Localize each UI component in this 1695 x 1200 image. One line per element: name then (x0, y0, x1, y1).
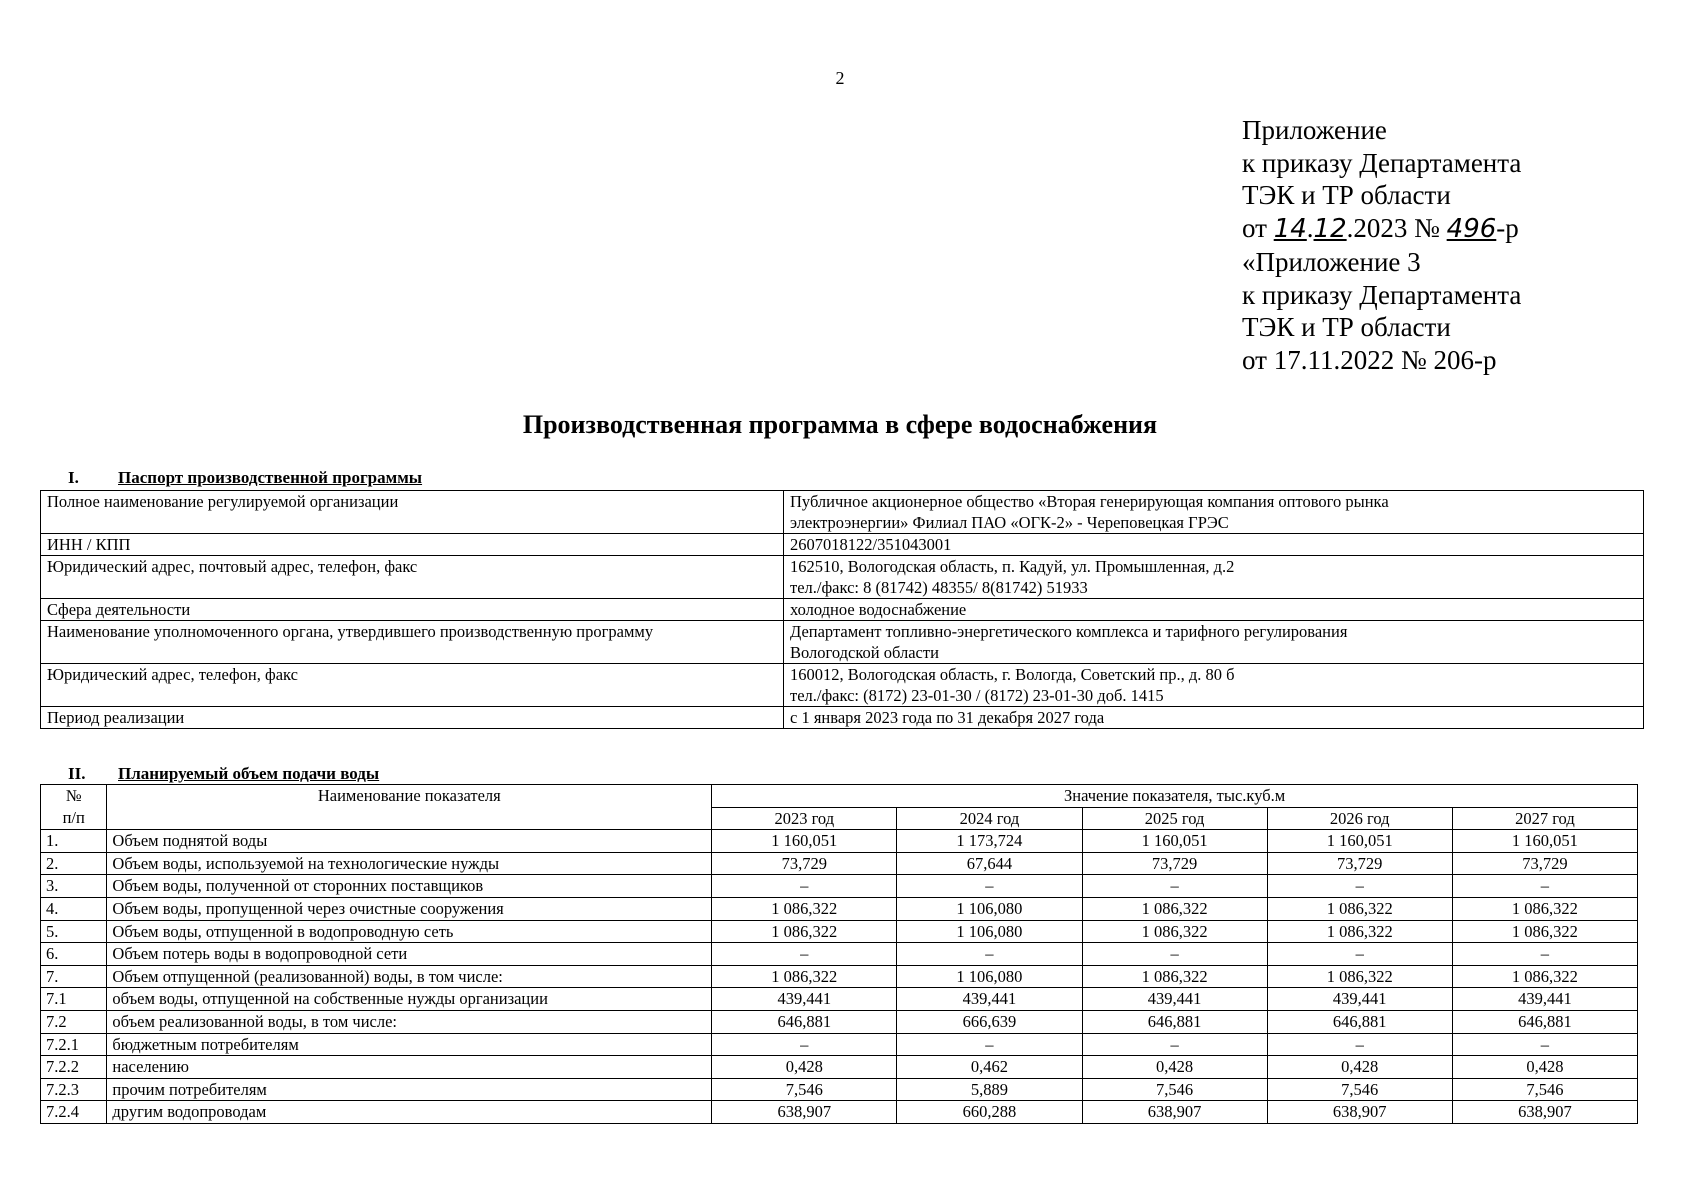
row-value: 439,441 (1452, 988, 1637, 1011)
row-value: 439,441 (1267, 988, 1452, 1011)
row-value: 638,907 (1267, 1101, 1452, 1124)
passport-value-line: холодное водоснабжение (790, 600, 967, 619)
row-value: 1 160,051 (712, 830, 897, 853)
table-row (41, 852, 1638, 875)
header-group: Значение показателя, тыс.куб.м (712, 785, 1638, 808)
page-number: 2 (835, 68, 845, 88)
row-value: 73,729 (1267, 852, 1452, 875)
row-value: 646,881 (1452, 1010, 1637, 1033)
row-value: 0,428 (1452, 1056, 1637, 1079)
row-value: 0,428 (1082, 1056, 1267, 1079)
passport-label: ИНН / КПП (41, 534, 784, 556)
row-value: – (1267, 875, 1452, 898)
row-value: 1 086,322 (712, 965, 897, 988)
row-value: 0,462 (897, 1056, 1082, 1079)
row-value: 646,881 (1082, 1010, 1267, 1033)
row-value: – (712, 943, 897, 966)
table-row (41, 1078, 1638, 1101)
row-value: 5,889 (897, 1078, 1082, 1101)
row-value: 1 106,080 (897, 965, 1082, 988)
passport-value-line: 2607018122/351043001 (790, 535, 952, 554)
row-name: Объем воды, пропущенной через очистные сооружения (107, 897, 712, 920)
row-value: 1 086,322 (712, 897, 897, 920)
passport-value-line: электроэнергии» Филиал ПАО «ОГК-2» - Череповецкая ГРЭС (790, 513, 1229, 532)
row-name: объем реализованной воды, в том числе: (107, 1010, 712, 1033)
row-value: 439,441 (712, 988, 897, 1011)
row-value: – (1082, 1033, 1267, 1056)
passport-value-line: 162510, Вологодская область, п. Кадуй, ул. Промышленная, д.2 (790, 557, 1235, 576)
table-row (41, 599, 1644, 621)
row-value: 7,546 (712, 1078, 897, 1101)
table-row (41, 943, 1638, 966)
table-row (41, 988, 1638, 1011)
table-row (41, 534, 1644, 556)
section2-number: II. (68, 764, 86, 783)
row-value: 1 086,322 (1267, 897, 1452, 920)
row-number: 7.2 (41, 1010, 107, 1033)
appendix-block (1242, 114, 1521, 377)
row-value: 1 160,051 (1452, 830, 1637, 853)
row-value: 439,441 (897, 988, 1082, 1011)
passport-value-line: Департамент топливно-энергетического комплекса и тарифного регулирования (790, 622, 1348, 641)
passport-value-line: Вологодской области (790, 643, 939, 662)
row-value: 1 086,322 (1267, 920, 1452, 943)
row-value: 1 086,322 (1082, 965, 1267, 988)
row-value: 67,644 (897, 852, 1082, 875)
table-row (41, 1010, 1638, 1033)
row-value: – (712, 875, 897, 898)
row-name: Объем воды, используемой на технологические нужды (107, 852, 712, 875)
row-value: 73,729 (1452, 852, 1637, 875)
table-row (41, 491, 1644, 534)
header-num (41, 785, 107, 830)
row-value: 73,729 (712, 852, 897, 875)
appendix-line: Приложение (1242, 115, 1387, 145)
header-num-line2: п/п (62, 807, 85, 827)
row-name: Объем воды, полученной от сторонних поставщиков (107, 875, 712, 898)
table-row (41, 965, 1638, 988)
table-header-row (41, 785, 1638, 808)
passport-label: Юридический адрес, телефон, факс (41, 664, 784, 707)
table-row (41, 621, 1644, 664)
row-value: – (1452, 875, 1637, 898)
row-value: 638,907 (1452, 1101, 1637, 1124)
row-value: 1 106,080 (897, 920, 1082, 943)
appendix-date-line (1242, 212, 1521, 246)
row-value: 660,288 (897, 1101, 1082, 1124)
row-name: объем воды, отпущенной на собственные нужды организации (107, 988, 712, 1011)
section1-title: Паспорт производственной программы (118, 468, 423, 487)
row-value: – (1452, 1033, 1637, 1056)
row-value: 1 086,322 (1082, 920, 1267, 943)
row-value: – (712, 1033, 897, 1056)
row-value: 7,546 (1082, 1078, 1267, 1101)
table-row (41, 556, 1644, 599)
row-value: 1 086,322 (1267, 965, 1452, 988)
row-value: 1 173,724 (897, 830, 1082, 853)
passport-value (784, 707, 1644, 729)
order-number-handwritten: 496 (1446, 214, 1497, 245)
passport-value (784, 534, 1644, 556)
row-number: 1. (41, 830, 107, 853)
passport-value-line: тел./факс: 8 (81742) 48355/ 8(81742) 51933 (790, 578, 1088, 597)
row-number: 5. (41, 920, 107, 943)
row-value: 1 086,322 (712, 920, 897, 943)
header-year: 2026 год (1267, 807, 1452, 830)
section2-heading (68, 764, 379, 784)
row-value: 1 086,322 (1452, 897, 1637, 920)
passport-value (784, 664, 1644, 707)
row-value: 638,907 (1082, 1101, 1267, 1124)
header-year: 2023 год (712, 807, 897, 830)
table-row (41, 1033, 1638, 1056)
passport-label: Сфера деятельности (41, 599, 784, 621)
appendix-line: «Приложение 3 (1242, 246, 1421, 277)
table-row (41, 1056, 1638, 1079)
row-value: 1 106,080 (897, 897, 1082, 920)
passport-label: Юридический адрес, почтовый адрес, телефон, факс (41, 556, 784, 599)
row-name: Объем воды, отпущенной в водопроводную сеть (107, 920, 712, 943)
row-value: – (897, 1033, 1082, 1056)
row-name: Объем потерь воды в водопроводной сети (107, 943, 712, 966)
row-number: 7. (41, 965, 107, 988)
order-suffix: -р (1496, 213, 1519, 244)
row-number: 7.1 (41, 988, 107, 1011)
row-value: 439,441 (1082, 988, 1267, 1011)
appendix-line: от 17.11.2022 № 206-р (1242, 344, 1497, 375)
row-value: 638,907 (712, 1101, 897, 1124)
row-value: 1 086,322 (1452, 965, 1637, 988)
row-value: 646,881 (712, 1010, 897, 1033)
row-number: 6. (41, 943, 107, 966)
date-month-handwritten: 12 (1313, 214, 1347, 245)
header-year: 2025 год (1082, 807, 1267, 830)
row-value: – (1082, 875, 1267, 898)
table-row (41, 897, 1638, 920)
row-value: 7,546 (1267, 1078, 1452, 1101)
row-value: 1 160,051 (1267, 830, 1452, 853)
water-volume-table (40, 784, 1638, 1124)
row-value: 646,881 (1267, 1010, 1452, 1033)
section1-heading (68, 468, 422, 488)
row-value: 0,428 (1267, 1056, 1452, 1079)
passport-value (784, 599, 1644, 621)
passport-label: Полное наименование регулируемой организации (41, 491, 784, 534)
appendix-line: к приказу Департамента (1242, 147, 1522, 178)
row-value: 1 086,322 (1452, 920, 1637, 943)
row-value: – (1267, 943, 1452, 966)
table-row (41, 707, 1644, 729)
row-name: прочим потребителям (107, 1078, 712, 1101)
row-name: населению (107, 1056, 712, 1079)
row-value: – (897, 943, 1082, 966)
row-name: бюджетным потребителям (107, 1033, 712, 1056)
table-row (41, 1101, 1638, 1124)
row-value: 1 160,051 (1082, 830, 1267, 853)
appendix-line: к приказу Департамента (1242, 279, 1522, 310)
date-dot: . (1306, 213, 1314, 244)
table-row (41, 830, 1638, 853)
row-number: 3. (41, 875, 107, 898)
row-value: 0,428 (712, 1056, 897, 1079)
header-year: 2027 год (1452, 807, 1637, 830)
row-value: 666,639 (897, 1010, 1082, 1033)
row-value: 7,546 (1452, 1078, 1637, 1101)
document-title: Производственная программа в сфере водоснабжения (522, 410, 1158, 439)
row-number: 7.2.1 (41, 1033, 107, 1056)
appendix-line: ТЭК и ТР области (1242, 180, 1451, 211)
passport-value (784, 491, 1644, 534)
header-year: 2024 год (897, 807, 1082, 830)
row-value: – (1267, 1033, 1452, 1056)
row-name: Объем поднятой воды (107, 830, 712, 853)
header-name: Наименование показателя (107, 785, 712, 830)
passport-label: Наименование уполномоченного органа, утвердившего производственную программу (41, 621, 784, 664)
row-value: – (1452, 943, 1637, 966)
row-number: 7.2.4 (41, 1101, 107, 1124)
passport-value-line: Публичное акционерное общество «Вторая генерирующая компания оптового рынка (790, 492, 1389, 511)
header-num-line1: № (65, 786, 82, 805)
date-prefix: от (1242, 213, 1274, 244)
row-name: Объем отпущенной (реализованной) воды, в том числе: (107, 965, 712, 988)
section1-number: I. (68, 468, 79, 487)
passport-value (784, 621, 1644, 664)
row-number: 2. (41, 852, 107, 875)
passport-value-line: с 1 января 2023 года по 31 декабря 2027 года (790, 708, 1105, 727)
passport-value-line: 160012, Вологодская область, г. Вологда, Советский пр., д. 80 б (790, 665, 1235, 684)
section2-title: Планируемый объем подачи воды (118, 764, 380, 783)
row-number: 7.2.2 (41, 1056, 107, 1079)
row-value: – (1082, 943, 1267, 966)
table-row (41, 875, 1638, 898)
row-value: 1 086,322 (1082, 897, 1267, 920)
passport-label: Период реализации (41, 707, 784, 729)
passport-value (784, 556, 1644, 599)
row-value: 73,729 (1082, 852, 1267, 875)
passport-value-line: тел./факс: (8172) 23-01-30 / (8172) 23-01-30 доб. 1415 (790, 686, 1164, 705)
date-year: .2023 № (1346, 213, 1447, 244)
row-name: другим водопроводам (107, 1101, 712, 1124)
appendix-line: ТЭК и ТР области (1242, 312, 1451, 343)
table-row (41, 664, 1644, 707)
table-row (41, 920, 1638, 943)
row-number: 7.2.3 (41, 1078, 107, 1101)
row-number: 4. (41, 897, 107, 920)
date-day-handwritten: 14 (1273, 214, 1307, 245)
row-value: – (897, 875, 1082, 898)
passport-table (40, 490, 1644, 729)
